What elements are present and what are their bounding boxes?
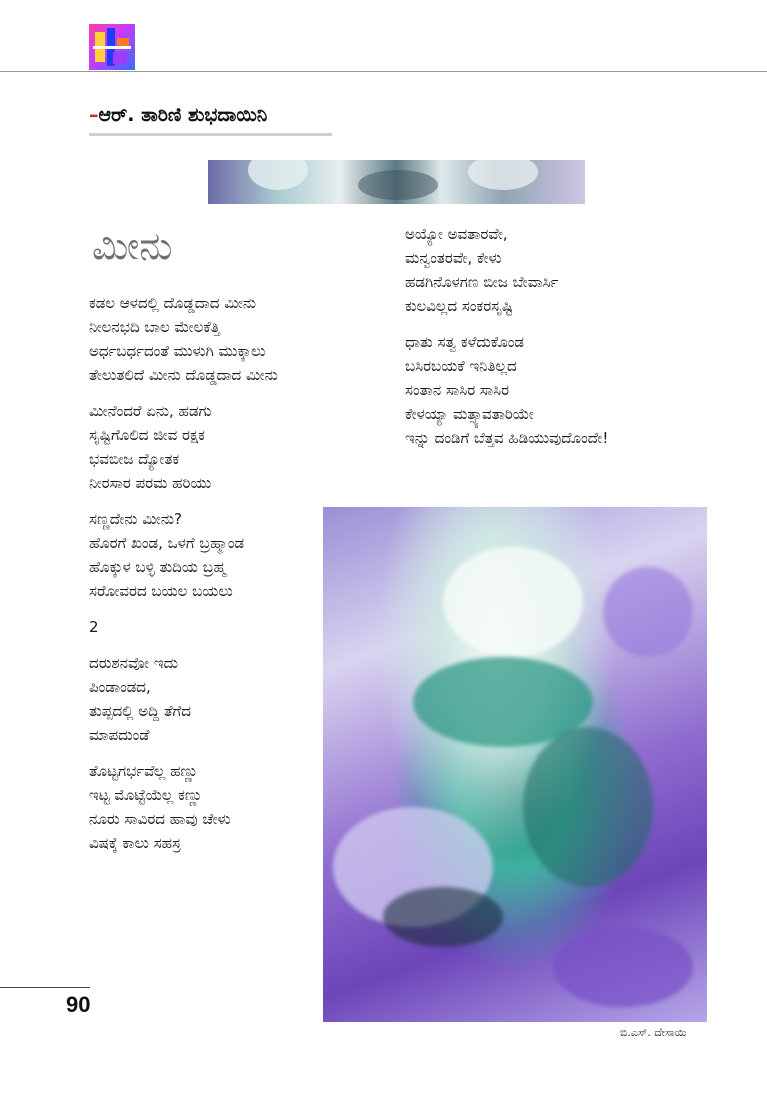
poem-line: ಧಾತು ಸತ್ವ ಕಳೆದುಕೊಂಡ (405, 333, 524, 351)
stanza (89, 651, 278, 747)
stanza (89, 399, 278, 495)
poem-line: ಪಿಂಡಾಂಡದ, (89, 678, 151, 696)
poem-line: ಕೇಳಯ್ಯಾ ಮತ್ಸ್ಯಾವತಾರಿಯೇ (405, 405, 534, 423)
poem-line: ಸರೋವರದ ಬಯಲ ಬಯಲು (89, 582, 233, 600)
poem-right-column (405, 222, 608, 450)
stanza (89, 759, 278, 855)
stanza (89, 291, 278, 387)
banner-image (208, 160, 585, 204)
author-underline (89, 133, 332, 136)
poem-line: ಅಯ್ಯೋ ಅವತಾರವೇ, (405, 225, 508, 243)
poem-line: ಅರ್ಧಬರ್ಧದಂತೆ ಮುಳುಗಿ ಮುಕ್ಕಾಲು (89, 342, 266, 360)
magazine-logo (89, 24, 135, 70)
poem-line: ಹೊರಗೆ ಖಂಡ, ಒಳಗೆ ಬ್ರಹ್ಮಾಂಡ (89, 534, 245, 552)
poem-line: ವಿಷಕ್ಕೆ ಕಾಲು ಸಹಸ್ರ (89, 834, 181, 852)
header-rule (0, 71, 767, 72)
poem-line: ಬಸಿರಬಯಕೆ ಇನಿತಿಲ್ಲದ (405, 357, 517, 375)
poem-line: ಕುಲವಿಲ್ಲದ ಸಂಕರಸೃಷ್ಟಿ (405, 297, 514, 315)
byline-dash: – (89, 104, 99, 126)
page-number: 90 (66, 992, 91, 1017)
poem-line: ಇಟ್ಟ ಮೊಟ್ಟೆಯೆಲ್ಲ ಕಣ್ಣು (89, 786, 203, 804)
painting-caption: ಬಿ.ಎಸ್. ದೇಸಾಯಿ (620, 1026, 687, 1039)
poem-line: ಮನ್ವಂತರವೇ, ಕೇಳು (405, 249, 502, 267)
poem-line: ಮಾಪದುಂಡೆ (89, 726, 150, 744)
stanza (405, 222, 608, 318)
stanza (89, 507, 278, 603)
author-name: ಆರ್. ತಾರಿಣಿ ಶುಭದಾಯಿನಿ (98, 104, 268, 126)
poem-line: ಸಣ್ಣದೇನು ಮೀನು? (89, 510, 182, 528)
poem-left-column (89, 291, 278, 855)
footer-rule (0, 987, 90, 988)
poem-line: ಕಡಲ ಆಳದಲ್ಲಿ ದೊಡ್ಡದಾದ ಮೀನು (89, 294, 256, 312)
poem-line: ಹಡಗಿನೊಳಗಣ ಬೀಜ ಬೇವಾರ್ಸಿ (405, 273, 559, 291)
poem-title: ಮೀನು (92, 224, 173, 268)
poem-line: ಭವಬೀಜ ದ್ಯೋತಕ (89, 450, 180, 468)
abstract-painting (323, 507, 707, 1022)
poem-line: ನೀಲನಭದಿ ಬಾಲ ಮೇಲಕೆತ್ತಿ (89, 318, 220, 336)
poem-line: ನೀರಸಾರ ಪರಮ ಹರಿಯು (89, 474, 212, 492)
poem-line: ತೇಲುತಲಿದೆ ಮೀನು ದೊಡ್ಡದಾದ ಮೀನು (89, 366, 278, 384)
poem-line: ತುಪ್ಪದಲ್ಲಿ ಅದ್ದಿ ತೆಗೆದ (89, 702, 191, 720)
stanza (405, 330, 608, 450)
poem-line: ಇನ್ನು ದಂಡಿಗೆ ಬೆತ್ತವ ಹಿಡಿಯುವುದೊಂದೇ! (405, 429, 609, 447)
poem-line: ಮೀನೆಂದರೆ ಏನು, ಹಡಗು (89, 402, 212, 420)
author-byline (89, 104, 267, 126)
poem-line: ನೂರು ಸಾವಿರದ ಹಾವು ಚೇಳು (89, 810, 231, 828)
poem-line: ಹೊಕ್ಕುಳ ಬಳ್ಳಿ ತುದಿಯ ಬ್ರಹ್ಮ (89, 558, 226, 576)
poem-line: ತೊಟ್ಟಗರ್ಭವೆಲ್ಲ ಹಣ್ಣು (89, 762, 199, 780)
poem-line: ದರುಶನವೋ ಇದು (89, 654, 179, 672)
poem-line: ಸಂತಾನ ಸಾಸಿರ ಸಾಸಿರ (405, 381, 510, 399)
section-number: 2 (89, 618, 99, 636)
poem-line: ಸೃಷ್ಟಿಗೊಲಿದ ಜೀವ ರಕ್ಷಕ (89, 426, 205, 444)
